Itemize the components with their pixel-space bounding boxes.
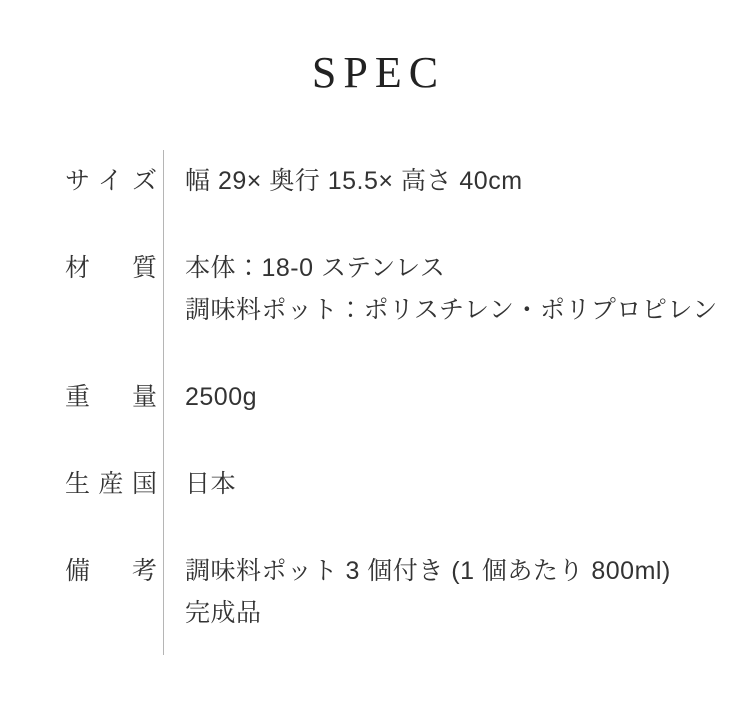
- spec-row-value: [185, 247, 718, 331]
- spec-row-label: 備考: [65, 557, 157, 585]
- spec-row-value: [185, 550, 671, 634]
- spec-row-size: [0, 160, 750, 202]
- spec-value-line: 完成品: [185, 599, 262, 627]
- spec-row-value: [185, 376, 257, 418]
- spec-row-country: [0, 463, 750, 505]
- spec-row-label: 重量: [65, 383, 157, 411]
- spec-row-notes: [0, 550, 750, 634]
- spec-row-material: [0, 247, 750, 331]
- spec-value-line: 2500g: [185, 383, 258, 411]
- spec-row-label: 生産国: [65, 470, 157, 498]
- spec-table: [0, 154, 750, 634]
- page-title: SPEC: [311, 48, 446, 97]
- spec-row-label: 材質: [65, 254, 157, 282]
- spec-row-weight: [0, 376, 750, 418]
- spec-row-value: [185, 160, 523, 202]
- spec-value-line: 幅 29× 奥行 15.5× 高さ 40cm: [185, 167, 523, 195]
- spec-value-line: 調味料ポット 3 個付き (1 個あたり 800ml): [185, 557, 671, 585]
- spec-value-line: 調味料ポット：ポリスチレン・ポリプロピレン: [185, 296, 718, 324]
- column-divider: [163, 150, 164, 655]
- spec-row-value: [185, 463, 236, 505]
- spec-row-label: サイズ: [65, 167, 157, 195]
- spec-value-line: 本体：18-0 ステンレス: [185, 254, 446, 282]
- spec-value-line: 日本: [185, 470, 237, 498]
